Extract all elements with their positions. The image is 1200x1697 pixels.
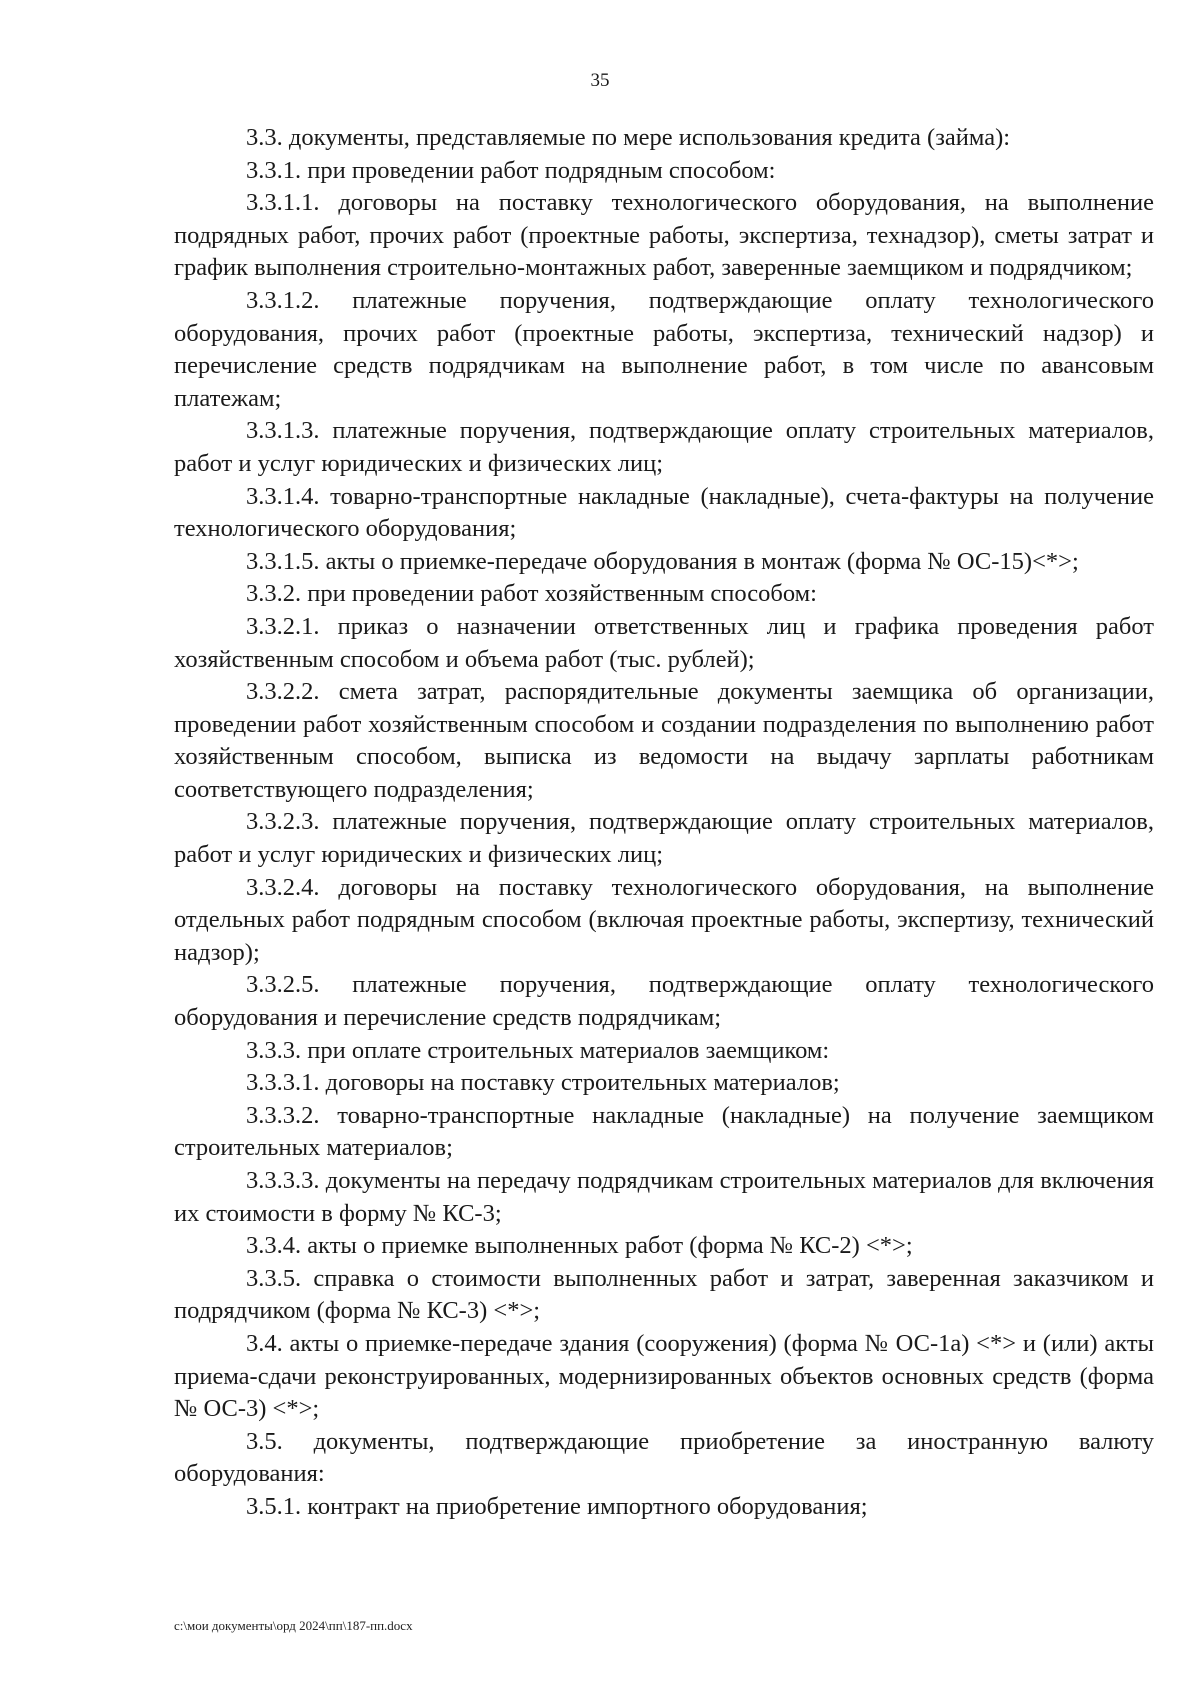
paragraph-3-3-3: 3.3.3. при оплате строительных материалов заемщиком:	[246, 1036, 830, 1064]
paragraph-3-3: 3.3. документы, представляемые по мере использования кредита (займа):	[246, 124, 1011, 151]
paragraph-3-3-2-2: 3.3.2.2. смета затрат, распорядительные документы заемщика об организации, проведении работ хозяйственным способом и создании подразделения по выполнению работ хозяйственным способом, выписка из ведомости на выдачу зарплаты работникам соответствующего подразделения;	[174, 678, 1154, 803]
footer-file-path: c:\мои документы\орд 2024\пп\187-пп.docx	[174, 1618, 413, 1633]
paragraph-3-4: 3.4. акты о приемке-передаче здания (сооружения) (форма № ОС-1а) <*> и (или) акты приема-сдачи реконструированных, модернизированных объектов основных средств (форма № ОС-3) <*>;	[174, 1329, 1154, 1423]
page-number: 35	[590, 70, 610, 91]
paragraph-3-3-2-4: 3.3.2.4. договоры на поставку технологического оборудования, на выполнение отдельных работ подрядным способом (включая проектные работы, экспертизу, технический надзор);	[174, 873, 1154, 966]
paragraph-3-3-2: 3.3.2. при проведении работ хозяйственным способом:	[246, 580, 817, 608]
paragraph-3-3-2-5: 3.3.2.5. платежные поручения, подтверждающие оплату технологического оборудования и перечисление средств подрядчикам;	[174, 971, 1154, 1032]
paragraph-3-3-1-1: 3.3.1.1. договоры на поставку технологического оборудования, на выполнение подрядных работ, прочих работ (проектные работы, экспертиза, технадзор), сметы затрат и график выполнения строительно-монтажных работ, заверенные заемщиком и подрядчиком;	[174, 189, 1154, 282]
paragraph-3-3-3-1: 3.3.3.1. договоры на поставку строительных материалов;	[246, 1069, 840, 1097]
paragraph-3-3-2-1: 3.3.2.1. приказ о назначении ответственных лиц и графика проведения работ хозяйственным способом и объема работ (тыс. рублей);	[174, 612, 1154, 673]
document-body	[174, 122, 1154, 1524]
paragraph-3-3-1-5: 3.3.1.5. акты о приемке-передаче оборудования в монтаж (форма № ОС-15)<*>;	[246, 547, 1079, 575]
paragraph-3-5-1: 3.5.1. контракт на приобретение импортного оборудования;	[246, 1492, 868, 1520]
paragraph-3-3-3-2: 3.3.3.2. товарно-транспортные накладные (накладные) на получение заемщиком строительных материалов;	[174, 1101, 1154, 1162]
paragraph-3-3-1-4: 3.3.1.4. товарно-транспортные накладные (накладные), счета-фактуры на получение технологического оборудования;	[174, 482, 1154, 543]
paragraph-3-3-1-3: 3.3.1.3. платежные поручения, подтверждающие оплату строительных материалов, работ и услуг юридических и физических лиц;	[174, 417, 1154, 477]
paragraph-3-5: 3.5. документы, подтверждающие приобретение за иностранную валюту оборудования:	[174, 1427, 1154, 1488]
paragraph-3-3-4: 3.3.4. акты о приемке выполненных работ (форма № КС-2) <*>;	[246, 1232, 913, 1260]
paragraph-3-3-1-2: 3.3.1.2. платежные поручения, подтверждающие оплату технологического оборудования, прочих работ (проектные работы, экспертиза, технический надзор) и перечисление средств подрядчикам на выполнение работ, в том числе по авансовым платежам;	[174, 286, 1154, 412]
paragraph-3-3-5: 3.3.5. справка о стоимости выполненных работ и затрат, заверенная заказчиком и подрядчиком (форма № КС-3) <*>;	[174, 1264, 1154, 1325]
paragraph-3-3-2-3: 3.3.2.3. платежные поручения, подтверждающие оплату строительных материалов, работ и услуг юридических и физических лиц;	[174, 808, 1154, 869]
paragraph-3-3-3-3: 3.3.3.3. документы на передачу подрядчикам строительных материалов для включения их стоимости в форму № КС-3;	[174, 1167, 1154, 1227]
paragraph-3-3-1: 3.3.1. при проведении работ подрядным способом:	[246, 156, 776, 184]
